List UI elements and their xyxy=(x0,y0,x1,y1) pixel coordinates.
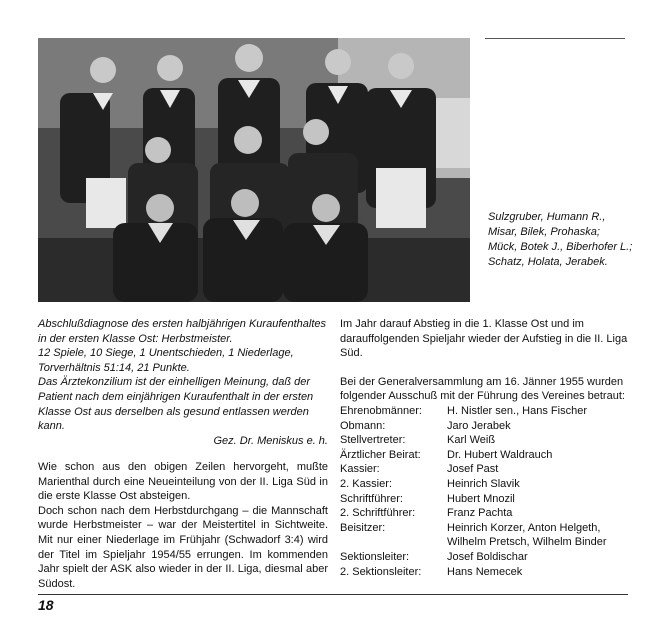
paragraph: Doch schon nach dem Herbstdurchgang – die Mannschaft wurde Herbstmeister – war der Meistertitel in Sichtweite. Mit nur einer Niederlage im Frühjahr (Schwadorf 3:4) wird der Titel im Spieljahr 1954/55 errungen. Im kommenden Jahr spielt der ASK also wieder in der II. Liga, diesmal aber Südost. xyxy=(38,504,328,590)
board-role: Stellvertreter: xyxy=(340,434,406,447)
team-photo xyxy=(38,38,470,302)
board-role: Obmann: xyxy=(340,419,386,432)
board-row xyxy=(340,419,630,434)
board-role: Ärztlicher Beirat: xyxy=(340,448,421,461)
board-names: Heinrich Korzer, Anton Helgeth, xyxy=(447,521,601,534)
board-names: Wilhelm Pretsch, Wilhelm Binder xyxy=(447,536,607,549)
board-role: Schriftführer: xyxy=(340,492,403,505)
board-row xyxy=(340,565,630,580)
board-names: Josef Boldischar xyxy=(447,550,528,563)
board-list xyxy=(340,404,630,579)
board-names: H. Nistler sen., Hans Fischer xyxy=(447,404,587,417)
page-number: 18 xyxy=(38,597,54,613)
diagnosis-line: Abschlußdiagnose des ersten halbjährigen Kuraufenthaltes in der ersten Klasse Ost: Herbstmeister. xyxy=(38,318,327,345)
caption-line: Mück, Botek J., Biberhofer L.; xyxy=(488,241,633,253)
board-names: Hubert Mnozil xyxy=(447,492,515,505)
board-names: Dr. Hubert Waldrauch xyxy=(447,448,553,461)
diagnosis-signature: Gez. Dr. Meniskus e. h. xyxy=(213,434,328,447)
caption-line: Schatz, Holata, Jerabek. xyxy=(488,256,608,268)
board-row xyxy=(340,521,630,536)
board-role: 2. Sektionsleiter: xyxy=(340,565,422,578)
board-names: Jaro Jerabek xyxy=(447,419,511,432)
left-column-text xyxy=(38,460,328,591)
board-role: 2. Schriftführer: xyxy=(340,507,416,520)
board-role: Sektionsleiter: xyxy=(340,550,410,563)
board-row xyxy=(340,462,630,477)
board-row xyxy=(340,433,630,448)
diagnosis-line: Das Ärztekonzilium ist der einhelligen Meinung, daß der Patient nach dem einjährigen Kuraufenthalt in der ersten Klasse Ost aus derselben als gesund entlassen werden kann. xyxy=(38,376,314,433)
board-role: Kassier: xyxy=(340,463,380,476)
board-row xyxy=(340,404,630,419)
board-names: Franz Pachta xyxy=(447,507,513,520)
board-row xyxy=(340,492,630,507)
board-names: Heinrich Slavik xyxy=(447,477,520,490)
board-role: Ehrenobmänner: xyxy=(340,404,422,417)
board-names: Hans Nemecek xyxy=(447,565,523,578)
paragraph-intro: Im Jahr darauf Abstieg in die 1. Klasse Ost und im darauffolgenden Spieljahr wieder der Aufstieg in die II. Liga Süd. xyxy=(340,318,628,360)
paragraph-assembly: Bei der Generalversammlung am 16. Jänner 1955 wurden folgender Ausschuß mit der Führung des Vereines betraut: xyxy=(340,375,625,403)
caption-line: Misar, Bilek, Prohaska; xyxy=(488,226,600,238)
photo-caption xyxy=(488,210,638,270)
diagnosis-line: 12 Spiele, 10 Siege, 1 Unentschieden, 1 Niederlage, Torverhältnis 51:14, 21 Punkte. xyxy=(38,347,294,374)
board-names: Josef Past xyxy=(447,463,499,476)
board-role: 2. Kassier: xyxy=(340,477,392,490)
caption-line: Sulzgruber, Humann R., xyxy=(488,211,606,223)
paragraph: Wie schon aus den obigen Zeilen hervorgeht, mußte Marienthal durch eine Neueinteilung von der II. Liga Süd in die erste Klasse Ost absteigen. xyxy=(38,461,328,503)
team-photo-icon xyxy=(38,38,470,302)
caption-rule xyxy=(485,38,625,39)
board-role xyxy=(340,535,447,550)
board-row xyxy=(340,448,630,463)
right-column-text xyxy=(340,317,630,579)
board-row xyxy=(340,550,630,565)
footer-rule xyxy=(38,594,628,595)
board-row xyxy=(340,477,630,492)
board-row xyxy=(340,506,630,521)
board-role: Beisitzer: xyxy=(340,521,386,534)
board-names: Karl Weiß xyxy=(447,434,496,447)
board-row xyxy=(340,535,630,550)
diagnosis-block xyxy=(38,317,328,448)
